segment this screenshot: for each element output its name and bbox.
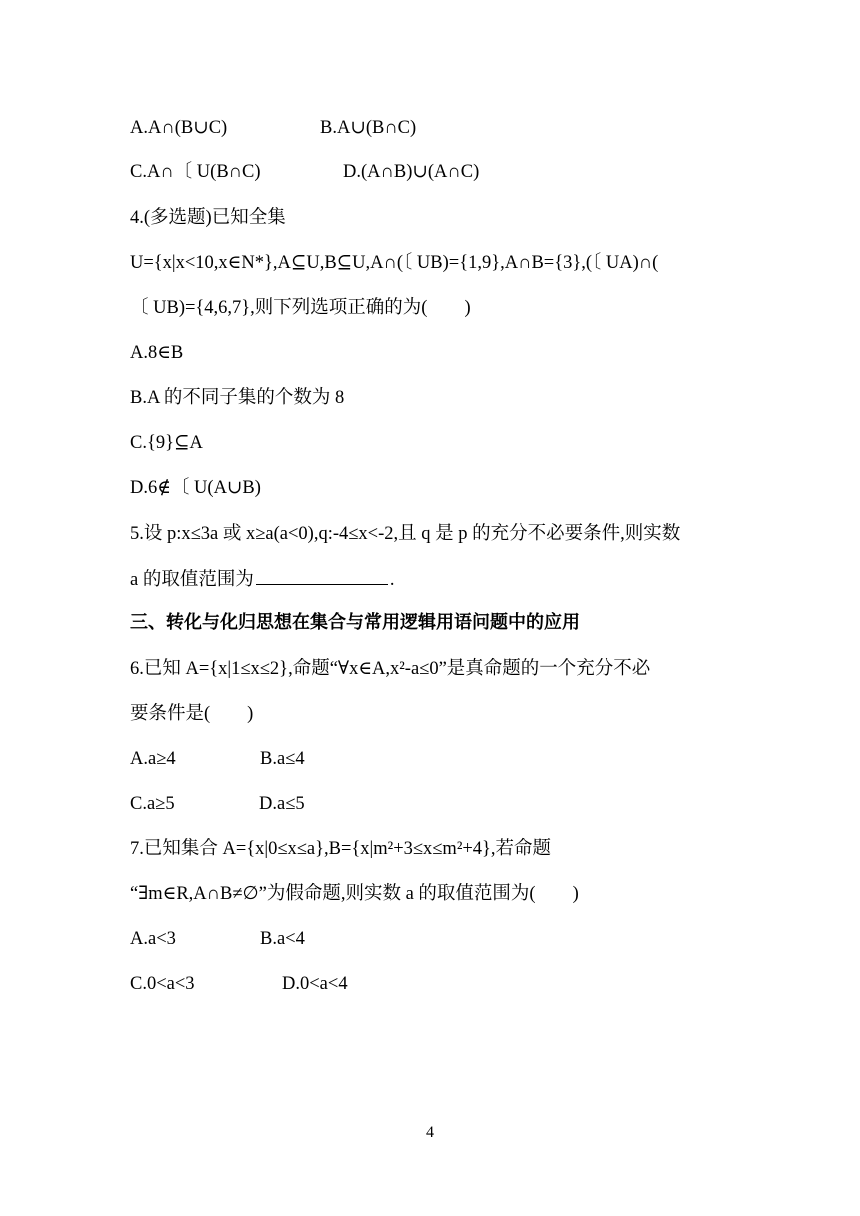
q7-option-a: A.a<3 [130,929,176,949]
q3-option-b: B.A∪(B∩C) [320,118,417,138]
q5-line-2 [130,566,394,592]
q4-stem: 4.(多选题)已知全集 [130,208,286,228]
q4-line-1: U={x|x<10,x∈N*},A⊆U,B⊆U,A∩(〔 UB)={1,9},A∩B={3},(〔 UA)∩( [130,253,659,273]
q3-option-c: C.A∩〔 U(B∩C) [130,162,261,182]
q6-option-a: A.a≥4 [130,749,176,769]
q7-line-1: 7.已知集合 A={x|0≤x≤a},B={x|m²+3≤x≤m²+4},若命题 [130,839,552,859]
section-heading: 三、转化与化归思想在集合与常用逻辑用语问题中的应用 [130,612,580,633]
q6-line-2: 要条件是( ) [130,704,254,724]
q6-option-c: C.a≥5 [130,794,175,814]
q7-option-b: B.a<4 [260,929,305,949]
q3-option-d: D.(A∩B)∪(A∩C) [343,162,480,182]
q7-option-d: D.0<a<4 [282,974,348,994]
q4-option-c: C.{9}⊆A [130,433,203,453]
q4-option-a: A.8∈B [130,343,184,363]
page-number: 4 [426,1124,434,1141]
q7-line-2: “∃m∈R,A∩B≠∅”为假命题,则实数 a 的取值范围为( ) [130,884,579,904]
q4-option-d: D.6∉〔 U(A∪B) [130,478,261,498]
q7-option-c: C.0<a<3 [130,974,195,994]
q5-line-2-end: . [389,570,395,590]
q6-option-b: B.a≤4 [260,749,305,769]
q5-line-2-text: a 的取值范围为 [130,570,254,590]
q4-line-2: 〔 UB)={4,6,7},则下列选项正确的为( ) [130,298,471,318]
q4-option-b: B.A 的不同子集的个数为 8 [130,388,345,408]
answer-blank [256,566,388,585]
q5-line-1: 5.设 p:x≤3a 或 x≥a(a<0),q:-4≤x<-2,且 q 是 p 的充分不必要条件,则实数 [130,524,681,544]
q6-line-1: 6.已知 A={x|1≤x≤2},命题“∀x∈A,x²-a≤0”是真命题的一个充分不必 [130,659,651,679]
q6-option-d: D.a≤5 [259,794,305,814]
q3-option-a: A.A∩(B∪C) [130,118,228,138]
